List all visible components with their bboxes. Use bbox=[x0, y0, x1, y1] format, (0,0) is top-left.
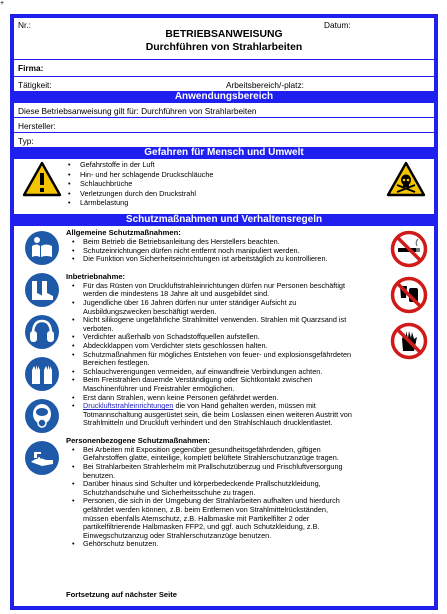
inbetrieb-item: • Für das Rüsten von Druckluftstrahleinrichtungen dürfen nur Personen beschäftigt werden die mindestens 18 Jahre alt und ausgebildet sind. bbox=[66, 282, 386, 299]
inbetrieb-item: • Schlauchverengungen vermeiden, auf einwandfreie Verbindungen achten. bbox=[66, 368, 386, 377]
gefahren-list bbox=[66, 160, 213, 208]
allgemein-list bbox=[66, 238, 386, 264]
document-subtitle: Durchführen von Strahlarbeiten bbox=[145, 42, 303, 53]
inbetrieb-title: Inbetriebnahme: bbox=[66, 271, 126, 281]
respirator-mask-icon bbox=[24, 398, 60, 434]
toxic-skull-icon bbox=[386, 161, 426, 199]
inbetrieb-item: • Druckluftstrahleinrichtungen die von Hand gehalten werden, müssen mit Totmannschaltung ausgerüstet sein, die beim Loslassen einen weiteren Austritt von Strahlmitteln und Druckluft verhindert und den Strahlschlauch drucklentlastet. bbox=[66, 402, 386, 428]
wash-hands-icon bbox=[24, 440, 60, 476]
allgemein-item: • Schutzeinrichtungen dürfen nicht entfernt noch manipuliert werden. bbox=[66, 247, 386, 256]
safety-boots-icon bbox=[24, 272, 60, 308]
no-touch-icon bbox=[390, 322, 428, 360]
no-food-drink-icon bbox=[390, 276, 428, 314]
typ-label: Typ: bbox=[18, 136, 34, 146]
person-item: • Darüber hinaus sind Schulter und körperbedeckende Prallschutzkleidung, Schutzhandschuhe und Sicherheitsschuhe zu tragen. bbox=[66, 480, 386, 497]
inbetrieb-list bbox=[66, 282, 386, 428]
allgemein-title: Allgemeine Schutzmaßnahmen: bbox=[66, 228, 181, 237]
read-manual-icon bbox=[24, 230, 60, 266]
datum-label: Datum: bbox=[324, 20, 351, 30]
inbetrieb-item: • Erst dann Strahlen, wenn keine Personen gefährdet werden. bbox=[66, 394, 386, 403]
inbetrieb-item: • Beim Freistrahlen dauernde Verständigung oder Sichtkontakt zwischen Maschinenführer und Freistrahler ermöglichen. bbox=[66, 376, 386, 393]
typ-row bbox=[14, 133, 434, 147]
corner-mark: + bbox=[0, 0, 5, 7]
inbetrieb-item: • Nicht silikogene ungefährliche Strahlmittel verwenden. Strahlen mit Quarzsand ist verboten. bbox=[66, 316, 386, 333]
warning-triangle-icon bbox=[22, 161, 62, 199]
hersteller-row bbox=[14, 118, 434, 132]
allgemein-item: • Die Funktion von Sicherheitseinrichtungen ist arbeitstäglich zu kontrollieren. bbox=[66, 255, 386, 264]
protective-gloves-icon bbox=[24, 356, 60, 392]
gefahren-heading: Gefahren für Mensch und Umwelt bbox=[14, 147, 434, 159]
inbetrieb-item: • Jugendliche über 16 Jahren dürfen nur unter ständiger Aufsicht zu Ausbildungszwecken beschäftigt werden. bbox=[66, 299, 386, 316]
gilt-fuer-text: Diese Betriebsanweisung gilt für: Durchführen von Strahlarbeiten bbox=[18, 106, 257, 116]
firma-row bbox=[14, 60, 434, 76]
firma-label: Firma: bbox=[18, 63, 44, 73]
hearing-protection-icon bbox=[24, 314, 60, 350]
gefahr-item: • Verletzungen durch den Druckstrahl bbox=[66, 189, 213, 199]
fortsetzung-note: Fortsetzung auf nächster Seite bbox=[66, 590, 177, 599]
gefahr-item: • Lärmbelastung bbox=[66, 198, 213, 208]
no-smoking-icon bbox=[390, 230, 428, 268]
person-title: Personenbezogene Schutzmaßnahmen: bbox=[66, 435, 210, 445]
allgemein-item: • Beim Betrieb die Betriebsanleitung des Herstellers beachten. bbox=[66, 238, 386, 247]
taetigkeit-row bbox=[14, 77, 434, 91]
taetigkeit-label: Tätigkeit: bbox=[18, 80, 52, 90]
gefahr-item: • Schlauchbrüche bbox=[66, 179, 213, 189]
document-title: BETRIEBSANWEISUNG bbox=[165, 29, 283, 40]
schutz-heading: Schutzmaßnahmen und Verhaltensregeln bbox=[14, 214, 434, 226]
inbetrieb-item: • Verdichter außerhalb von Schadstoffquellen aufstellen. bbox=[66, 333, 386, 342]
anwendung-heading: Anwendungsbereich bbox=[14, 91, 434, 103]
gefahren-section bbox=[14, 160, 434, 214]
person-item: • Bei Arbeiten mit Exposition gegenüber gesundheitsgefährdenden, giftigen Gefahrstoffen glatte, einteilige, komplett belüftete Strahlerschutzanzüge tragen. bbox=[66, 446, 386, 463]
inbetrieb-item: • Schutzmaßnahmen für mögliches Entstehen von feuer- und explosionsgefährdeten Bereichen festlegen. bbox=[66, 351, 386, 368]
inbetrieb-item: • Abdeckklappen vom Verdichter stets geschlossen halten. bbox=[66, 342, 386, 351]
schutz-content bbox=[66, 228, 386, 549]
gefahr-item: • Hin- und her schlagende Druckschläuche bbox=[66, 170, 213, 180]
gefahr-item: • Gefahrstoffe in der Luft bbox=[66, 160, 213, 170]
gilt-fuer-row bbox=[14, 104, 434, 117]
person-item: • Gehörschutz benutzen. bbox=[66, 540, 386, 549]
arbeitsbereich-label: Arbeitsbereich/-platz: bbox=[226, 80, 304, 90]
person-list bbox=[66, 446, 386, 549]
druckluft-link[interactable]: Druckluftstrahleinrichtungen bbox=[83, 401, 174, 411]
header-block bbox=[14, 19, 434, 59]
mandatory-icon-column bbox=[24, 230, 60, 476]
hersteller-label: Hersteller: bbox=[18, 121, 56, 131]
person-item: • Personen, die sich in der Umgebung der Strahlarbeiten aufhalten und hierdurch gefährdet werden können, z.B. beim Entfernen von Strahlmittelrückständen, müssen ebenfalls Atemschutz, z.B. Halbmaske mit Partikelfilter 2 oder partikelfiltrierende Halbmasken FFP2, und ggf. auch Schutzkleidung, z.B. Einwegschutzanzug oder Strahlerschutzanzüge benutzen. bbox=[66, 497, 386, 540]
prohibition-icon-column bbox=[390, 230, 428, 360]
person-item: • Bei Strahlarbeiten Strahlerhelm mit Prallschutzüberzug und Frischluftversorgung benutzen. bbox=[66, 463, 386, 480]
nr-label: Nr.: bbox=[18, 20, 31, 30]
